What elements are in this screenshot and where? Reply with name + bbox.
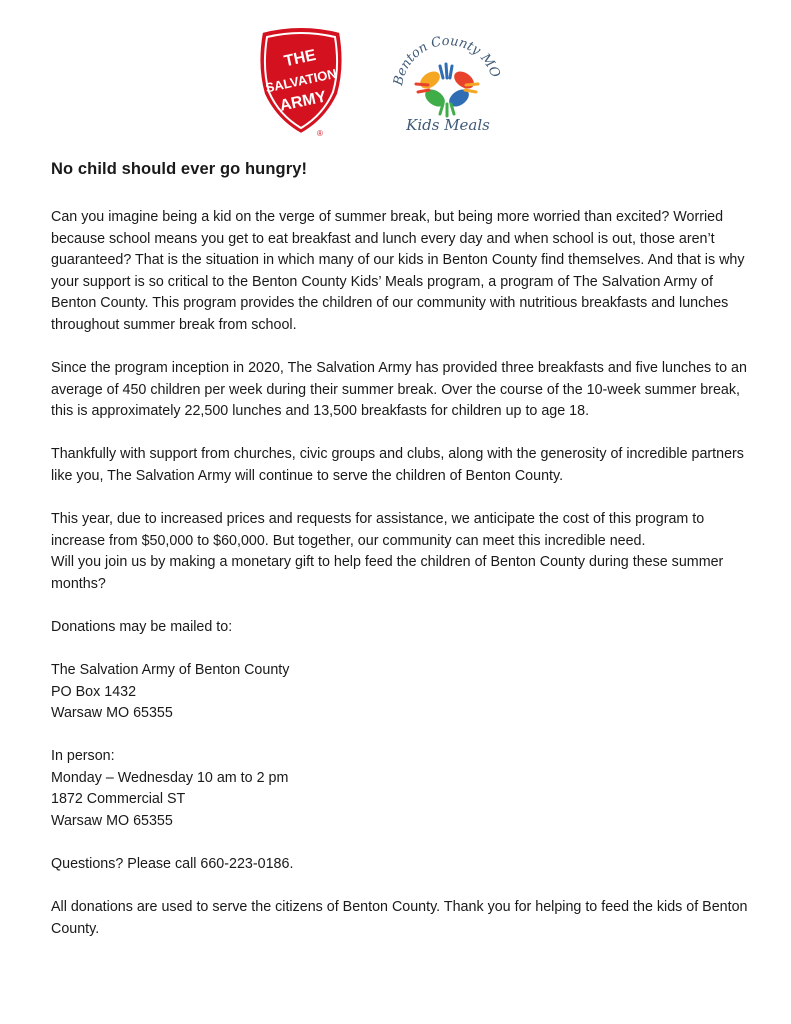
colorful-hands-icon [416, 64, 478, 116]
closing-paragraph: All donations are used to serve the citizens of Benton County. Thank you for helping to feed the kids of Benton County. [51, 899, 748, 937]
questions-contact: Questions? Please call 660-223-0186. [51, 856, 294, 873]
letter-body [51, 160, 751, 962]
in-person-hours: Monday – Wednesday 10 am to 2 pm [51, 769, 289, 786]
in-person-label: In person: [51, 748, 115, 765]
address-line: The Salvation Army of Benton County [51, 662, 290, 678]
in-person-info [51, 746, 751, 832]
in-person-city: Warsaw MO 65355 [51, 813, 173, 830]
benton-county-kids-meals-logo [388, 22, 506, 142]
address-line: PO Box 1432 [51, 683, 137, 700]
address-line: Warsaw MO 65355 [51, 705, 173, 722]
in-person-street: 1872 Commercial ST [51, 791, 186, 808]
svg-text:Kids Meals: Kids Meals [406, 116, 490, 134]
salvation-army-shield-logo [252, 26, 350, 138]
svg-text:Benton County MO: Benton County MO [391, 33, 503, 87]
svg-text:THE: THE [282, 46, 318, 71]
paragraph-program-stats: Since the program inception in 2020, The Salvation Army has provided three breakfasts and five lunches to an average of 450 children per week during their summer break. Over the course of the 10-week summer break, this is approximately 22,500 lunches and 13,500 breakfasts for children up to age 18. [51, 360, 747, 420]
appeal-question: Will you join us by making a monetary gift to help feed the children of Benton County during these summer months? [51, 554, 724, 592]
appeal-text: This year, due to increased prices and requests for assistance, we anticipate the cost of this program to increase from $50,000 to $60,000. But together, our community can meet this incredible need. [51, 511, 705, 549]
letter-heading: No child should ever go hungry! [51, 160, 308, 178]
svg-text:®: ® [317, 129, 323, 138]
donations-intro: Donations may be mailed to: [51, 618, 233, 635]
logo-header [0, 22, 791, 142]
mailing-address [51, 660, 751, 725]
svg-text:SALVATION: SALVATION [264, 65, 338, 96]
paragraph-intro: Can you imagine being a kid on the verge of summer break, but being more worried than excited? Worried because school means you get to eat breakfast and lunch every day and when school is out, those aren’t guaranteed? That is the situation in which many of our kids in Benton County find themselves. And that is why your support is so critical to the Benton County Kids’ Meals program, a program of The Salvation Army of Benton County. This program provides the children of our community with nutritious breakfasts and lunches throughout summer break from school. [51, 209, 745, 333]
paragraph-thanks: Thankfully with support from churches, civic groups and clubs, along with the generosity of incredible partners like you, The Salvation Army will continue to serve the children of Benton County. [51, 446, 744, 484]
paragraph-appeal [51, 509, 751, 595]
svg-text:ARMY: ARMY [278, 88, 328, 115]
